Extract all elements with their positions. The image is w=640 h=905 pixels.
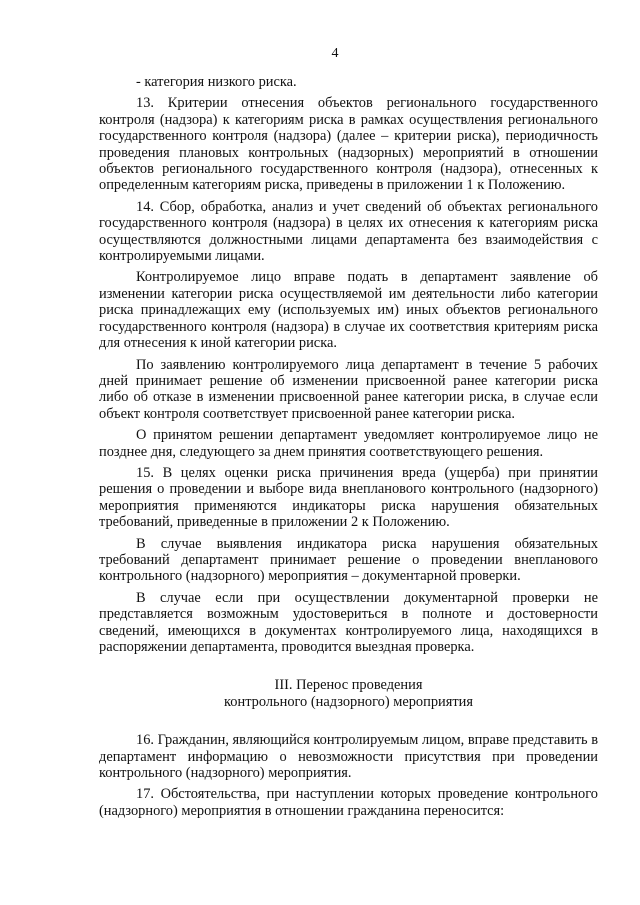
- paragraph-application-decision: По заявлению контролируемого лица департамент в течение 5 рабочих дней принимает решение об изменении присвоенной ранее категории риска либо об отказе в изменении присвоенной ранее категории риска, в случае если объект контроля соответствует присвоенной ранее категории риска.: [99, 356, 598, 422]
- section-heading: [99, 677, 598, 710]
- paragraph-indicator-detected: В случае выявления индикатора риска нарушения обязательных требований департамент принимает решение о проведении внепланового контрольного (надзорного) мероприятия – документарной проверки.: [99, 535, 598, 585]
- section-heading-line-2: контрольного (надзорного) мероприятия: [224, 693, 473, 710]
- paragraph-13-risk-criteria: 13. Критерии отнесения объектов регионального государственного контроля (надзора) к категориям риска в рамках осуществления регионального государственного контроля (надзора) (далее – критерии риска), периодичность проведения плановых контрольных (надзорных) мероприятий в отношении объектов регионального государственного контроля (надзора), отнесенных к определенным категориям риска, приведены в приложении 1 к Положению.: [99, 95, 598, 194]
- paragraph-17-postponement: 17. Обстоятельства, при наступлении которых проведение контрольного (надзорного) мероприятия в отношении гражданина переносится:: [99, 786, 598, 819]
- paragraph-14-data-collection: 14. Сбор, обработка, анализ и учет сведений об объектах регионального государственного контроля (надзора) в целях их отнесения к категориям риска осуществляются должностными лицами департамента без взаимодействия с контролируемыми лицами.: [99, 198, 598, 265]
- paragraph-onsite-inspection: В случае если при осуществлении документарной проверки не представляется возможным удостовериться в полноте и достоверности сведений, имеющихся в документах контролируемого лица, находящихся в распоряжении департамента, проводится выездная проверка.: [99, 589, 598, 655]
- page-number: 4: [331, 46, 339, 61]
- paragraph-category-change-application: Контролируемое лицо вправе подать в департамент заявление об изменении категории риска осуществляемой им деятельности либо категории риска принадлежащих ему (используемых им) иных объектов регионального государственного контроля (надзора) в случае их соответствия критериям риска для отнесения к иной категории риска.: [99, 269, 598, 352]
- paragraph-risk-category-low: - категория низкого риска.: [136, 74, 297, 90]
- paragraph-15-risk-indicators: 15. В целях оценки риска причинения вреда (ущерба) при принятии решения о проведении и выборе вида внепланового контрольного (надзорного) мероприятия применяются индикаторы риска нарушения обязательных требований, приведенные в приложении 2 к Положению.: [99, 464, 598, 531]
- paragraph-16-citizen-absence: 16. Гражданин, являющийся контролируемым лицом, вправе представить в департамент информацию о невозможности присутствия при проведении контрольного (надзорного) мероприятия.: [99, 732, 598, 782]
- section-heading-line-1: III. Перенос проведения: [274, 677, 423, 694]
- paragraph-decision-notification: О принятом решении департамент уведомляет контролируемое лицо не позднее дня, следующего за днем принятия соответствующего решения.: [99, 427, 598, 460]
- document-body: [99, 74, 598, 824]
